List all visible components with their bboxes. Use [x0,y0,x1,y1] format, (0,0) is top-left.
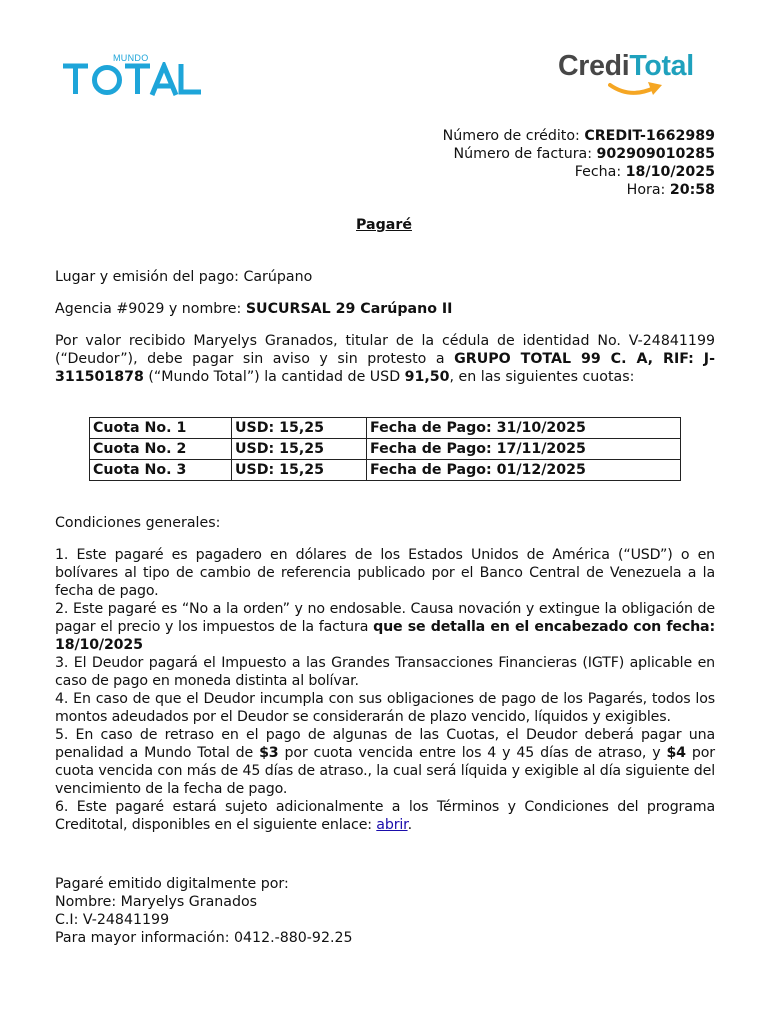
installment-number: Cuota No. 1 [90,418,232,439]
promissory-statement: Por valor recibido Maryelys Granados, titular de la cédula de identidad No. V-24841199 (“Deudor”), debe pagar sin aviso y sin protesto a GRUPO TOTAL 99 C. A, RIF: J-311501878 (“Mundo Total”) la cantidad de USD 91,50, en las siguientes cuotas: [55,333,715,385]
agency-line: Agencia #9029 y nombre: SUCURSAL 29 Carúpano II [55,301,453,317]
table-row [90,439,681,460]
creditotal-logo [556,50,718,102]
issuer-footer [55,875,715,947]
installment-due-date: Fecha de Pago: 01/12/2025 [367,460,681,481]
orange-arrow-icon [608,81,664,99]
conditions-heading: Condiciones generales: [55,515,221,531]
table-row [90,418,681,439]
installment-amount: USD: 15,25 [232,460,367,481]
conditions-list [55,546,715,834]
installment-due-date: Fecha de Pago: 31/10/2025 [367,418,681,439]
footer-id: C.I: V-24841199 [55,912,170,928]
condition-6: 6. Este pagaré estará sujeto adicionalmente a los Términos y Condiciones del programa Creditotal, disponibles en el siguiente enlace: abrir. [55,799,715,833]
invoice-number: Número de factura: 902909010285 [453,146,715,162]
footer-contact: Para mayor información: 0412.-880-92.25 [55,930,353,946]
table-row [90,460,681,481]
footer-issued-by: Pagaré emitido digitalmente por: [55,876,289,892]
document-title: Pagaré [356,217,412,233]
issue-time: Hora: 20:58 [626,182,715,198]
installments-table [89,417,681,481]
installment-amount: USD: 15,25 [232,418,367,439]
creditotal-wordmark: CrediTotal [558,50,694,82]
condition-1: 1. Este pagaré es pagadero en dólares de los Estados Unidos de América (“USD”) o en bolívares al tipo de cambio de referencia publicado por el Banco Central de Venezuela a la fecha de pago. [55,547,715,599]
credit-number: Número de crédito: CREDIT-1662989 [442,128,715,144]
terms-link[interactable]: abrir [376,817,408,833]
logo-mundo-text: MUNDO [113,53,149,63]
condition-4: 4. En caso de que el Deudor incumpla con sus obligaciones de pago de los Pagarés, todos los montos adeudados por el Deudor se considerarán de plazo vencido, líquidos y exigibles. [55,691,715,725]
installment-number: Cuota No. 3 [90,460,232,481]
installment-amount: USD: 15,25 [232,439,367,460]
installment-due-date: Fecha de Pago: 17/11/2025 [367,439,681,460]
logo-total-wordmark [62,62,202,96]
condition-2: 2. Este pagaré es “No a la orden” y no endosable. Causa novación y extingue la obligación de pagar el precio y los impuestos de la factura que se detalla en el encabezado con fecha: 18/10/2025 [55,601,715,653]
payment-place: Lugar y emisión del pago: Carúpano [55,269,313,285]
condition-5: 5. En caso de retraso en el pago de algunas de las Cuotas, el Deudor deberá pagar una penalidad a Mundo Total de $3 por cuota vencida entre los 4 y 45 días de atraso, y $4 por cuota vencida con más de 45 días de atraso., la cual será líquida y exigible al día siguiente del vencimiento de la fecha de pago. [55,727,715,797]
issue-date: Fecha: 18/10/2025 [574,164,715,180]
installment-number: Cuota No. 2 [90,439,232,460]
condition-3: 3. El Deudor pagará el Impuesto a las Grandes Transacciones Financieras (IGTF) aplicable en caso de pago en moneda distinta al bolívar. [55,655,715,689]
mundo-total-logo [62,50,202,100]
header-metadata [443,127,715,199]
agency-name: SUCURSAL 29 Carúpano II [245,301,453,317]
footer-name: Nombre: Maryelys Granados [55,894,258,910]
